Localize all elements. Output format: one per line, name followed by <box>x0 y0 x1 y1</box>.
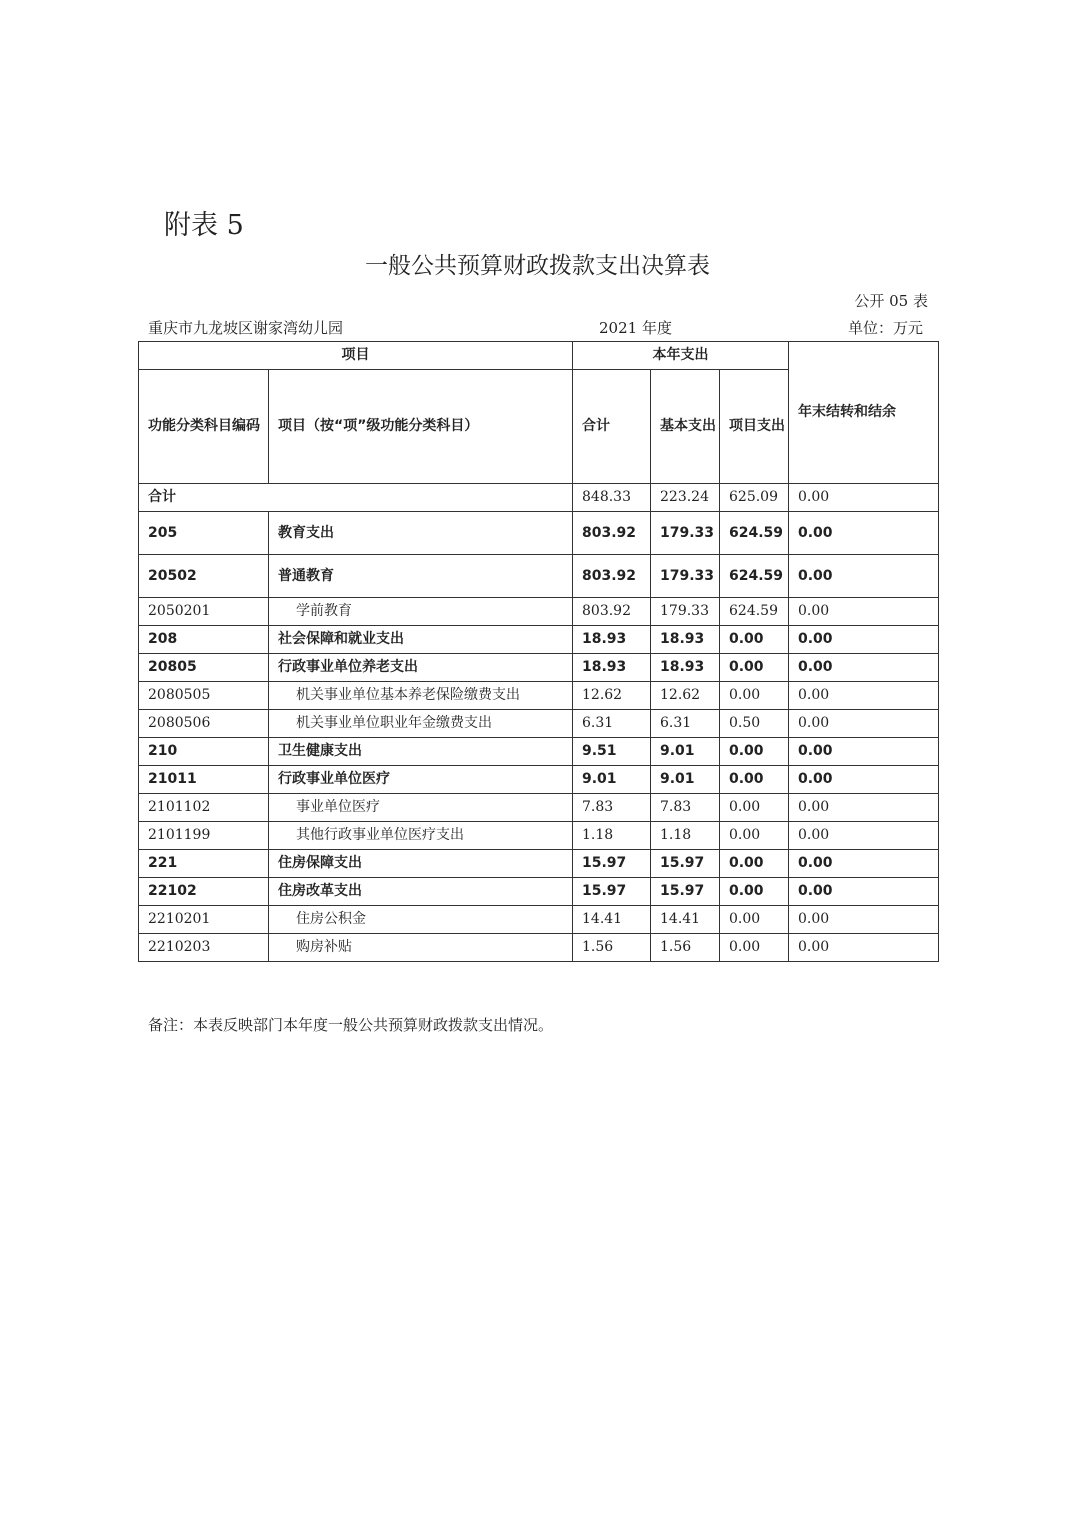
cell-project: 0.00 <box>720 822 789 850</box>
cell-total: 1.18 <box>573 822 651 850</box>
cell-balance: 0.00 <box>789 512 939 555</box>
cell-name: 住房保障支出 <box>269 850 573 878</box>
header-project-expense: 项目支出 <box>720 370 789 484</box>
cell-project: 0.00 <box>720 682 789 710</box>
cell-balance: 0.00 <box>789 710 939 738</box>
table-row <box>139 766 939 794</box>
cell-code: 210 <box>139 738 269 766</box>
cell-project: 0.00 <box>720 906 789 934</box>
cell-project: 0.00 <box>720 794 789 822</box>
cell-balance: 0.00 <box>789 794 939 822</box>
fiscal-year: 2021 年度 <box>599 319 672 337</box>
cell-basic: 179.33 <box>651 598 720 626</box>
cell-name: 机关事业单位基本养老保险缴费支出 <box>269 682 573 710</box>
cell-name: 机关事业单位职业年金缴费支出 <box>269 710 573 738</box>
header-project: 项目 <box>139 342 573 370</box>
cell-code: 2050201 <box>139 598 269 626</box>
table-row <box>139 710 939 738</box>
cell-name: 学前教育 <box>269 598 573 626</box>
table-row <box>139 512 939 555</box>
cell-basic: 18.93 <box>651 626 720 654</box>
total-label: 合计 <box>139 484 573 512</box>
cell-balance: 0.00 <box>789 850 939 878</box>
cell-code: 21011 <box>139 766 269 794</box>
cell-name: 其他行政事业单位医疗支出 <box>269 822 573 850</box>
total-total: 848.33 <box>573 484 651 512</box>
cell-basic: 15.97 <box>651 850 720 878</box>
table-row <box>139 555 939 598</box>
cell-code: 2101199 <box>139 822 269 850</box>
cell-name: 购房补贴 <box>269 934 573 962</box>
cell-code: 2080505 <box>139 682 269 710</box>
table-row <box>139 934 939 962</box>
cell-total: 15.97 <box>573 850 651 878</box>
cell-code: 22102 <box>139 878 269 906</box>
cell-balance: 0.00 <box>789 906 939 934</box>
cell-name: 行政事业单位养老支出 <box>269 654 573 682</box>
table-row <box>139 682 939 710</box>
table-row <box>139 738 939 766</box>
cell-code: 20502 <box>139 555 269 598</box>
cell-code: 2080506 <box>139 710 269 738</box>
cell-name: 住房公积金 <box>269 906 573 934</box>
cell-project: 0.00 <box>720 654 789 682</box>
cell-code: 2210201 <box>139 906 269 934</box>
cell-basic: 179.33 <box>651 512 720 555</box>
cell-code: 2101102 <box>139 794 269 822</box>
cell-basic: 12.62 <box>651 682 720 710</box>
total-balance: 0.00 <box>789 484 939 512</box>
total-row <box>139 484 939 512</box>
table-row <box>139 906 939 934</box>
header-item-name: 项目（按“项”级功能分类科目） <box>269 370 573 484</box>
cell-project: 624.59 <box>720 512 789 555</box>
cell-total: 803.92 <box>573 512 651 555</box>
money-unit: 单位：万元 <box>848 319 924 337</box>
cell-total: 14.41 <box>573 906 651 934</box>
cell-balance: 0.00 <box>789 738 939 766</box>
cell-total: 12.62 <box>573 682 651 710</box>
table-row <box>139 598 939 626</box>
cell-total: 15.97 <box>573 878 651 906</box>
cell-balance: 0.00 <box>789 682 939 710</box>
cell-name: 事业单位医疗 <box>269 794 573 822</box>
cell-name: 卫生健康支出 <box>269 738 573 766</box>
total-project: 625.09 <box>720 484 789 512</box>
cell-basic: 6.31 <box>651 710 720 738</box>
cell-project: 0.00 <box>720 934 789 962</box>
cell-balance: 0.00 <box>789 822 939 850</box>
cell-basic: 15.97 <box>651 878 720 906</box>
cell-total: 6.31 <box>573 710 651 738</box>
cell-total: 803.92 <box>573 598 651 626</box>
cell-code: 2210203 <box>139 934 269 962</box>
cell-code: 208 <box>139 626 269 654</box>
table-row <box>139 654 939 682</box>
cell-balance: 0.00 <box>789 555 939 598</box>
header-total: 合计 <box>573 370 651 484</box>
cell-basic: 9.01 <box>651 738 720 766</box>
cell-name: 住房改革支出 <box>269 878 573 906</box>
cell-basic: 18.93 <box>651 654 720 682</box>
cell-basic: 1.18 <box>651 822 720 850</box>
cell-total: 9.01 <box>573 766 651 794</box>
cell-balance: 0.00 <box>789 766 939 794</box>
cell-total: 18.93 <box>573 654 651 682</box>
cell-total: 18.93 <box>573 626 651 654</box>
cell-code: 205 <box>139 512 269 555</box>
form-number: 公开 05 表 <box>854 292 928 310</box>
cell-project: 0.00 <box>720 878 789 906</box>
cell-name: 教育支出 <box>269 512 573 555</box>
cell-basic: 7.83 <box>651 794 720 822</box>
table-row <box>139 878 939 906</box>
cell-project: 0.00 <box>720 850 789 878</box>
cell-name: 普通教育 <box>269 555 573 598</box>
cell-total: 7.83 <box>573 794 651 822</box>
cell-basic: 179.33 <box>651 555 720 598</box>
unit-name: 重庆市九龙坡区谢家湾幼儿园 <box>148 319 344 337</box>
expense-table <box>138 341 939 962</box>
annex-label: 附表 5 <box>164 210 244 241</box>
header-row-1 <box>139 342 939 370</box>
table-row <box>139 626 939 654</box>
cell-balance: 0.00 <box>789 626 939 654</box>
cell-project: 0.00 <box>720 626 789 654</box>
cell-balance: 0.00 <box>789 878 939 906</box>
table-row <box>139 850 939 878</box>
cell-project: 624.59 <box>720 555 789 598</box>
cell-code: 221 <box>139 850 269 878</box>
cell-total: 9.51 <box>573 738 651 766</box>
cell-code: 20805 <box>139 654 269 682</box>
cell-total: 1.56 <box>573 934 651 962</box>
cell-name: 社会保障和就业支出 <box>269 626 573 654</box>
cell-project: 0.00 <box>720 738 789 766</box>
footnote: 备注：本表反映部门本年度一般公共预算财政拨款支出情况。 <box>148 1016 554 1034</box>
total-basic: 223.24 <box>651 484 720 512</box>
cell-basic: 9.01 <box>651 766 720 794</box>
cell-basic: 1.56 <box>651 934 720 962</box>
page-title: 一般公共预算财政拨款支出决算表 <box>365 253 710 279</box>
header-code: 功能分类科目编码 <box>139 370 269 484</box>
cell-name: 行政事业单位医疗 <box>269 766 573 794</box>
cell-basic: 14.41 <box>651 906 720 934</box>
cell-total: 803.92 <box>573 555 651 598</box>
header-year-end-balance: 年末结转和结余 <box>789 342 939 484</box>
table-row <box>139 822 939 850</box>
header-current-year-expense: 本年支出 <box>573 342 789 370</box>
cell-project: 624.59 <box>720 598 789 626</box>
cell-project: 0.00 <box>720 766 789 794</box>
cell-balance: 0.00 <box>789 598 939 626</box>
table-row <box>139 794 939 822</box>
cell-balance: 0.00 <box>789 654 939 682</box>
cell-balance: 0.00 <box>789 934 939 962</box>
cell-project: 0.50 <box>720 710 789 738</box>
header-basic: 基本支出 <box>651 370 720 484</box>
